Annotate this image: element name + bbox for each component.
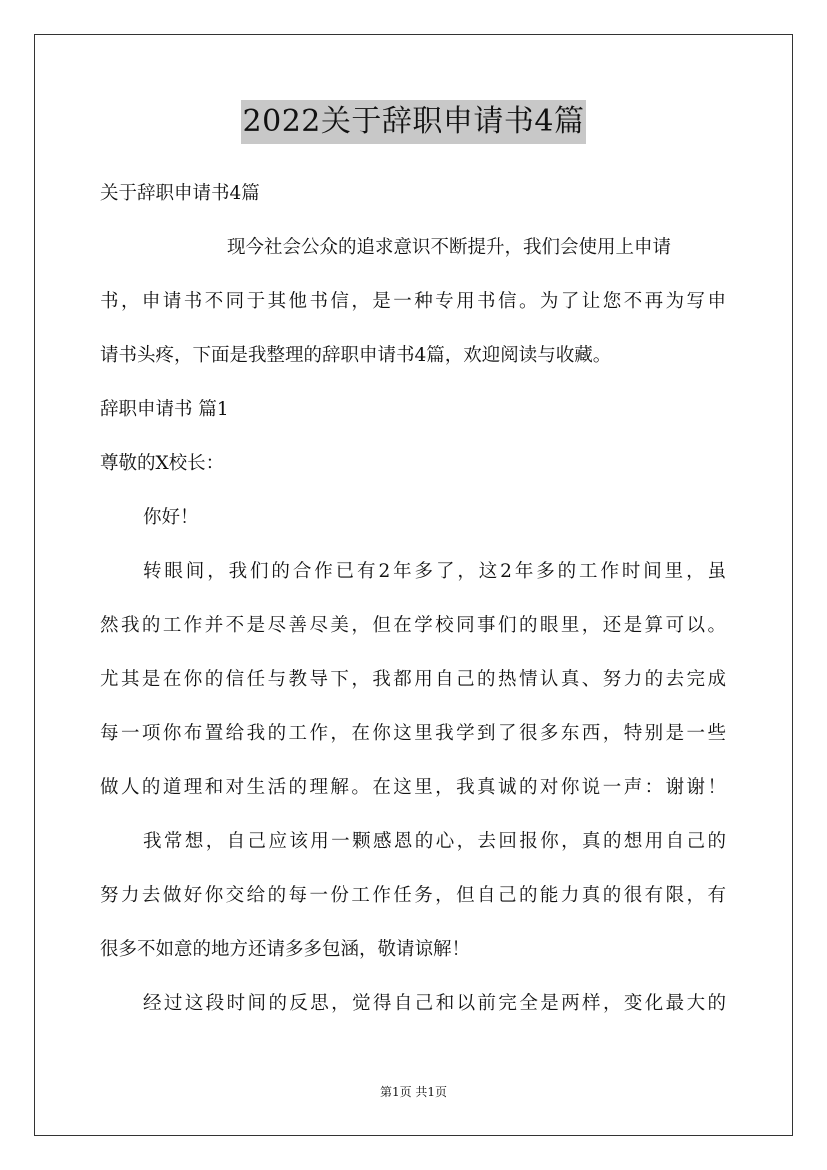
page-number: 第1页 共1页 [379,1085,448,1099]
salutation: 尊敬的X校长： [100,453,225,474]
paragraph-line: 很多不如意的地方还请多多包涵，敬请谅解！ [100,939,471,960]
paragraph-line: 尤其是在你的信任与教导下，我都用自己的热情认真、努力的去完成 [100,669,726,690]
paragraph-line: 请书头疼，下面是我整理的辞职申请书4篇，欢迎阅读与收藏。 [100,345,612,366]
paragraph-line: 书，申请书不同于其他书信，是一种专用书信。为了让您不再为写申 [100,291,726,312]
paragraph-line: 经过这段时间的反思，觉得自己和以前完全是两样，变化最大的 [143,993,726,1014]
document-subtitle: 关于辞职申请书4篇 [100,183,260,204]
paragraph-line: 努力去做好你交给的每一份工作任务，但自己的能力真的很有限，有 [100,885,726,906]
paragraph-line: 做人的道理和对生活的理解。在这里，我真诚的对你说一声：谢谢！ [100,777,726,798]
paragraph-line: 每一项你布置给我的工作，在你这里我学到了很多东西，特别是一些 [100,723,726,744]
paragraph-line: 我常想，自己应该用一颗感恩的心，去回报你，真的想用自己的 [143,831,726,852]
greeting: 你好！ [143,507,199,528]
document-title: 2022关于辞职申请书4篇 [241,100,587,144]
paragraph-line: 现今社会公众的追求意识不断提升，我们会使用上申请 [227,237,672,258]
section-heading: 辞职申请书 篇1 [100,399,229,420]
paragraph-line: 转眼间，我们的合作已有2年多了，这2年多的工作时间里，虽 [143,561,726,582]
title-container [0,100,827,144]
paragraph-line: 然我的工作并不是尽善尽美，但在学校同事们的眼里，还是算可以。 [100,615,726,636]
